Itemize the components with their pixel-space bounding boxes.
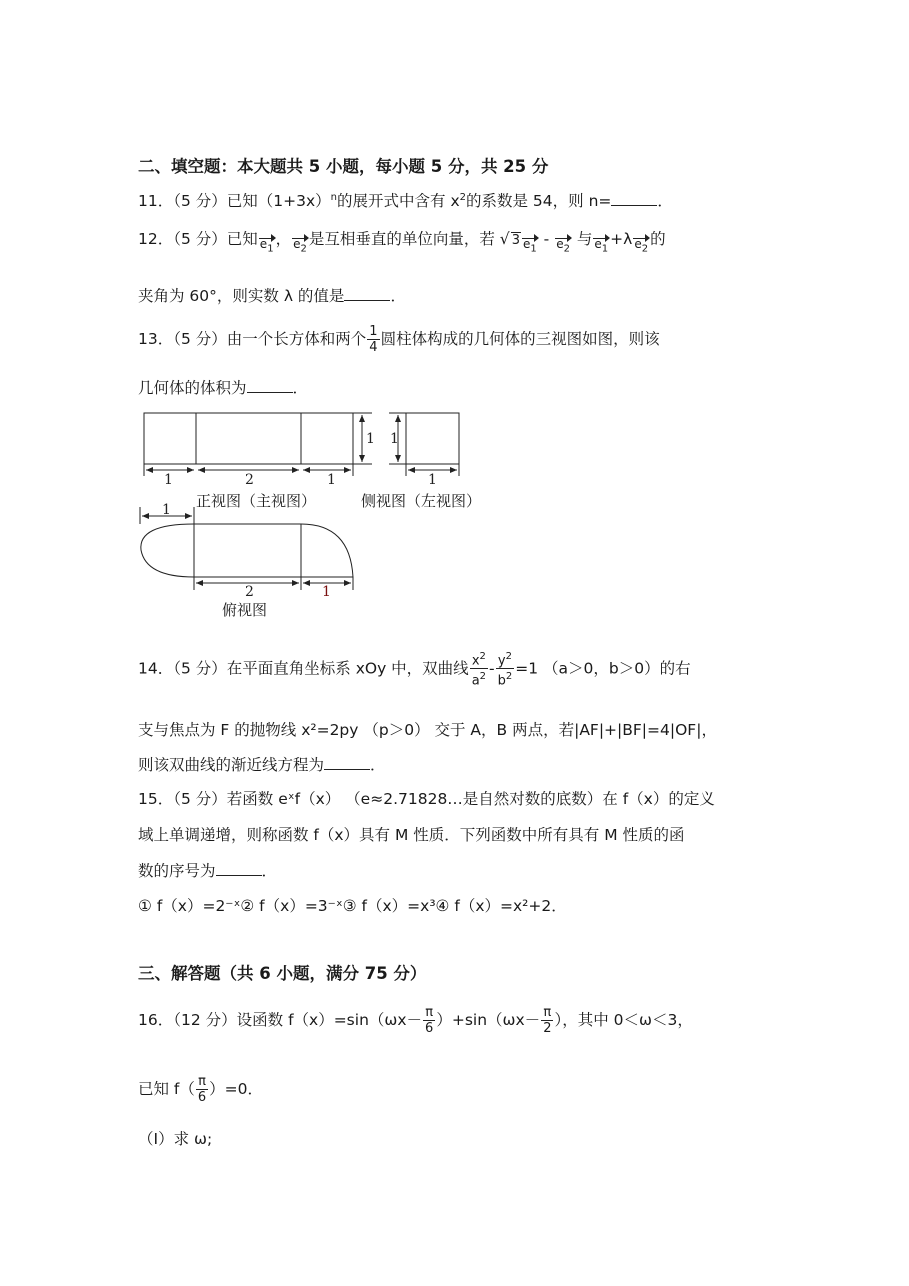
- dim-label: 1: [366, 431, 375, 447]
- question-number: 12．: [138, 230, 174, 248]
- dim-label: 1: [428, 472, 437, 488]
- subscript: 1: [601, 243, 609, 255]
- vector-symbol: e: [259, 237, 268, 251]
- numerator: π: [541, 1005, 553, 1021]
- question-15: [138, 787, 715, 809]
- vector-symbol: e: [522, 237, 531, 251]
- section-heading: 二、填空题：本大题共 5 小题，每小题 5 分，共 25 分: [138, 157, 549, 176]
- question-number: 13．: [138, 330, 174, 348]
- vector-symbol: e: [634, 237, 642, 251]
- top-view-rect: [194, 524, 301, 577]
- question-number: 11．: [138, 192, 174, 210]
- q12-text: 与: [576, 230, 593, 248]
- numerator: [496, 649, 515, 669]
- exponent: 2: [479, 651, 486, 662]
- score: （12 分）: [173, 1011, 237, 1029]
- denominator: [496, 669, 515, 688]
- sqrt-radicand: 3: [511, 233, 520, 248]
- q11-text: 的展开式中含有 x: [337, 192, 460, 210]
- top-view-quarter-arc-right: [301, 524, 353, 577]
- q12-text: 的: [650, 230, 666, 248]
- var: y: [497, 653, 506, 669]
- fraction-pi-6: [423, 1005, 435, 1036]
- fraction-pi-2: [541, 1005, 553, 1036]
- fraction-y2-b2: [496, 649, 515, 689]
- dim-label: 2: [245, 584, 254, 600]
- dim-label: 1: [162, 502, 171, 518]
- vector-symbol: e: [594, 237, 602, 251]
- question-14-line2: 支与焦点为 F 的抛物线 x²=2py （p＞0） 交于 A，B 两点，若|AF|+|BF|=4|OF|，: [138, 721, 717, 739]
- period: ．: [261, 862, 278, 880]
- minus: -: [538, 230, 555, 248]
- q15-text: 数的序号为: [138, 862, 216, 880]
- q11-text: 已知（1+3x）: [226, 192, 331, 210]
- q12-text: 夹角为 60°，则实数 λ 的值是: [138, 287, 345, 305]
- q15-text: 若函数 eˣf（x） （e≈2.71828…是自然对数的底数）在 f（x）的定义: [226, 790, 715, 808]
- q16-text: ）=0．: [209, 1080, 264, 1098]
- exponent: 2: [479, 671, 487, 683]
- numerator: 1: [369, 324, 378, 339]
- question-16-part1: （I）求 ω;: [138, 1130, 213, 1148]
- subscript: 2: [300, 243, 307, 255]
- answer-blank: [324, 756, 370, 770]
- fraction-x2-a2: [470, 649, 488, 689]
- denominator: [470, 669, 488, 688]
- question-16: [138, 1005, 693, 1036]
- dim-label: 2: [245, 472, 254, 488]
- plus-lambda: +λ: [610, 230, 633, 248]
- exponent: 2: [459, 191, 466, 203]
- q14-text: 在平面直角坐标系 xOy 中，双曲线: [226, 659, 469, 678]
- period: ．: [292, 379, 309, 397]
- subscript: 2: [563, 243, 570, 255]
- minus: -: [489, 659, 495, 678]
- subscript: 2: [641, 243, 649, 255]
- question-number: 16．: [138, 1011, 174, 1029]
- dim-label: 1: [390, 431, 399, 447]
- score: （5 分）: [173, 790, 227, 808]
- fraction-pi-6: [196, 1074, 208, 1105]
- q13-text: 圆柱体构成的几何体的三视图如图，则该: [380, 330, 660, 348]
- question-15-line2: 域上单调递增，则称函数 f（x）具有 M 性质．下列函数中所有具有 M 性质的函: [138, 826, 685, 844]
- subscript: 1: [267, 243, 274, 255]
- denominator: 2: [543, 1021, 552, 1036]
- exponent: 2: [505, 671, 513, 683]
- numerator: [470, 649, 488, 669]
- q13-text: 由一个长方体和两个: [226, 330, 367, 348]
- score: （5 分）: [173, 230, 227, 248]
- top-view-label: 俯视图: [222, 601, 268, 619]
- question-15-line3: [138, 859, 277, 881]
- score: （5 分）: [173, 330, 227, 348]
- exponent: 2: [505, 651, 512, 662]
- question-14-line3: [138, 753, 386, 775]
- var: b: [497, 673, 506, 689]
- var: x: [471, 653, 480, 669]
- q16-text: 设函数 f（x）=sin（ωx－: [236, 1011, 423, 1029]
- question-16-line2: [138, 1074, 263, 1105]
- question-number: 14．: [138, 659, 174, 678]
- front-view-rect: [144, 413, 353, 464]
- three-view-figure: [0, 0, 909, 640]
- top-view-quarter-arc-left: [141, 524, 194, 577]
- comma: ，: [275, 230, 292, 248]
- var: a: [471, 673, 480, 689]
- question-number: 15．: [138, 790, 174, 808]
- front-view-label: 正视图（主视图）: [196, 492, 317, 510]
- q16-text: 已知 f（: [138, 1080, 195, 1098]
- subscript: 1: [530, 243, 537, 255]
- vector-symbol: e: [556, 237, 564, 251]
- denominator: 4: [369, 340, 378, 355]
- denominator: 6: [197, 1090, 207, 1105]
- q16-text: ）+sin（ωx－: [436, 1011, 541, 1029]
- side-view-label: 侧视图（左视图）: [361, 492, 482, 510]
- q11-text: 的系数是 54，则 n=: [466, 192, 612, 210]
- exponent: n: [330, 191, 338, 203]
- period: ．: [657, 192, 673, 210]
- q13-text: 几何体的体积为: [138, 379, 247, 397]
- q14-text: =1 （a＞0，b＞0）的右: [515, 659, 691, 678]
- period: ．: [390, 287, 406, 305]
- q16-text: ），其中 0＜ω＜3，: [554, 1011, 693, 1029]
- answer-blank: [216, 862, 262, 876]
- period: ．: [370, 756, 386, 774]
- q12-text: 已知: [226, 230, 258, 248]
- side-view-rect: [406, 413, 459, 464]
- denominator: 6: [425, 1021, 434, 1036]
- vector-symbol: e: [293, 237, 301, 251]
- question-14: [138, 649, 691, 689]
- q14-text: 则该双曲线的渐近线方程为: [138, 756, 325, 774]
- numerator: π: [423, 1005, 435, 1021]
- score: （5 分）: [173, 192, 227, 210]
- dim-label: 1: [327, 472, 336, 488]
- numerator: π: [196, 1074, 208, 1090]
- score: （5 分）: [173, 659, 227, 678]
- dim-label: 1: [322, 584, 331, 600]
- dim-label: 1: [164, 472, 173, 488]
- sqrt-sign: √: [499, 230, 510, 248]
- section-heading: 三、解答题（共 6 小题，满分 75 分）: [138, 964, 427, 983]
- question-15-options: ① f（x）=2⁻ˣ② f（x）=3⁻ˣ③ f（x）=x³④ f（x）=x²+2．: [138, 897, 567, 915]
- q12-text: 是互相垂直的单位向量，若: [308, 230, 495, 248]
